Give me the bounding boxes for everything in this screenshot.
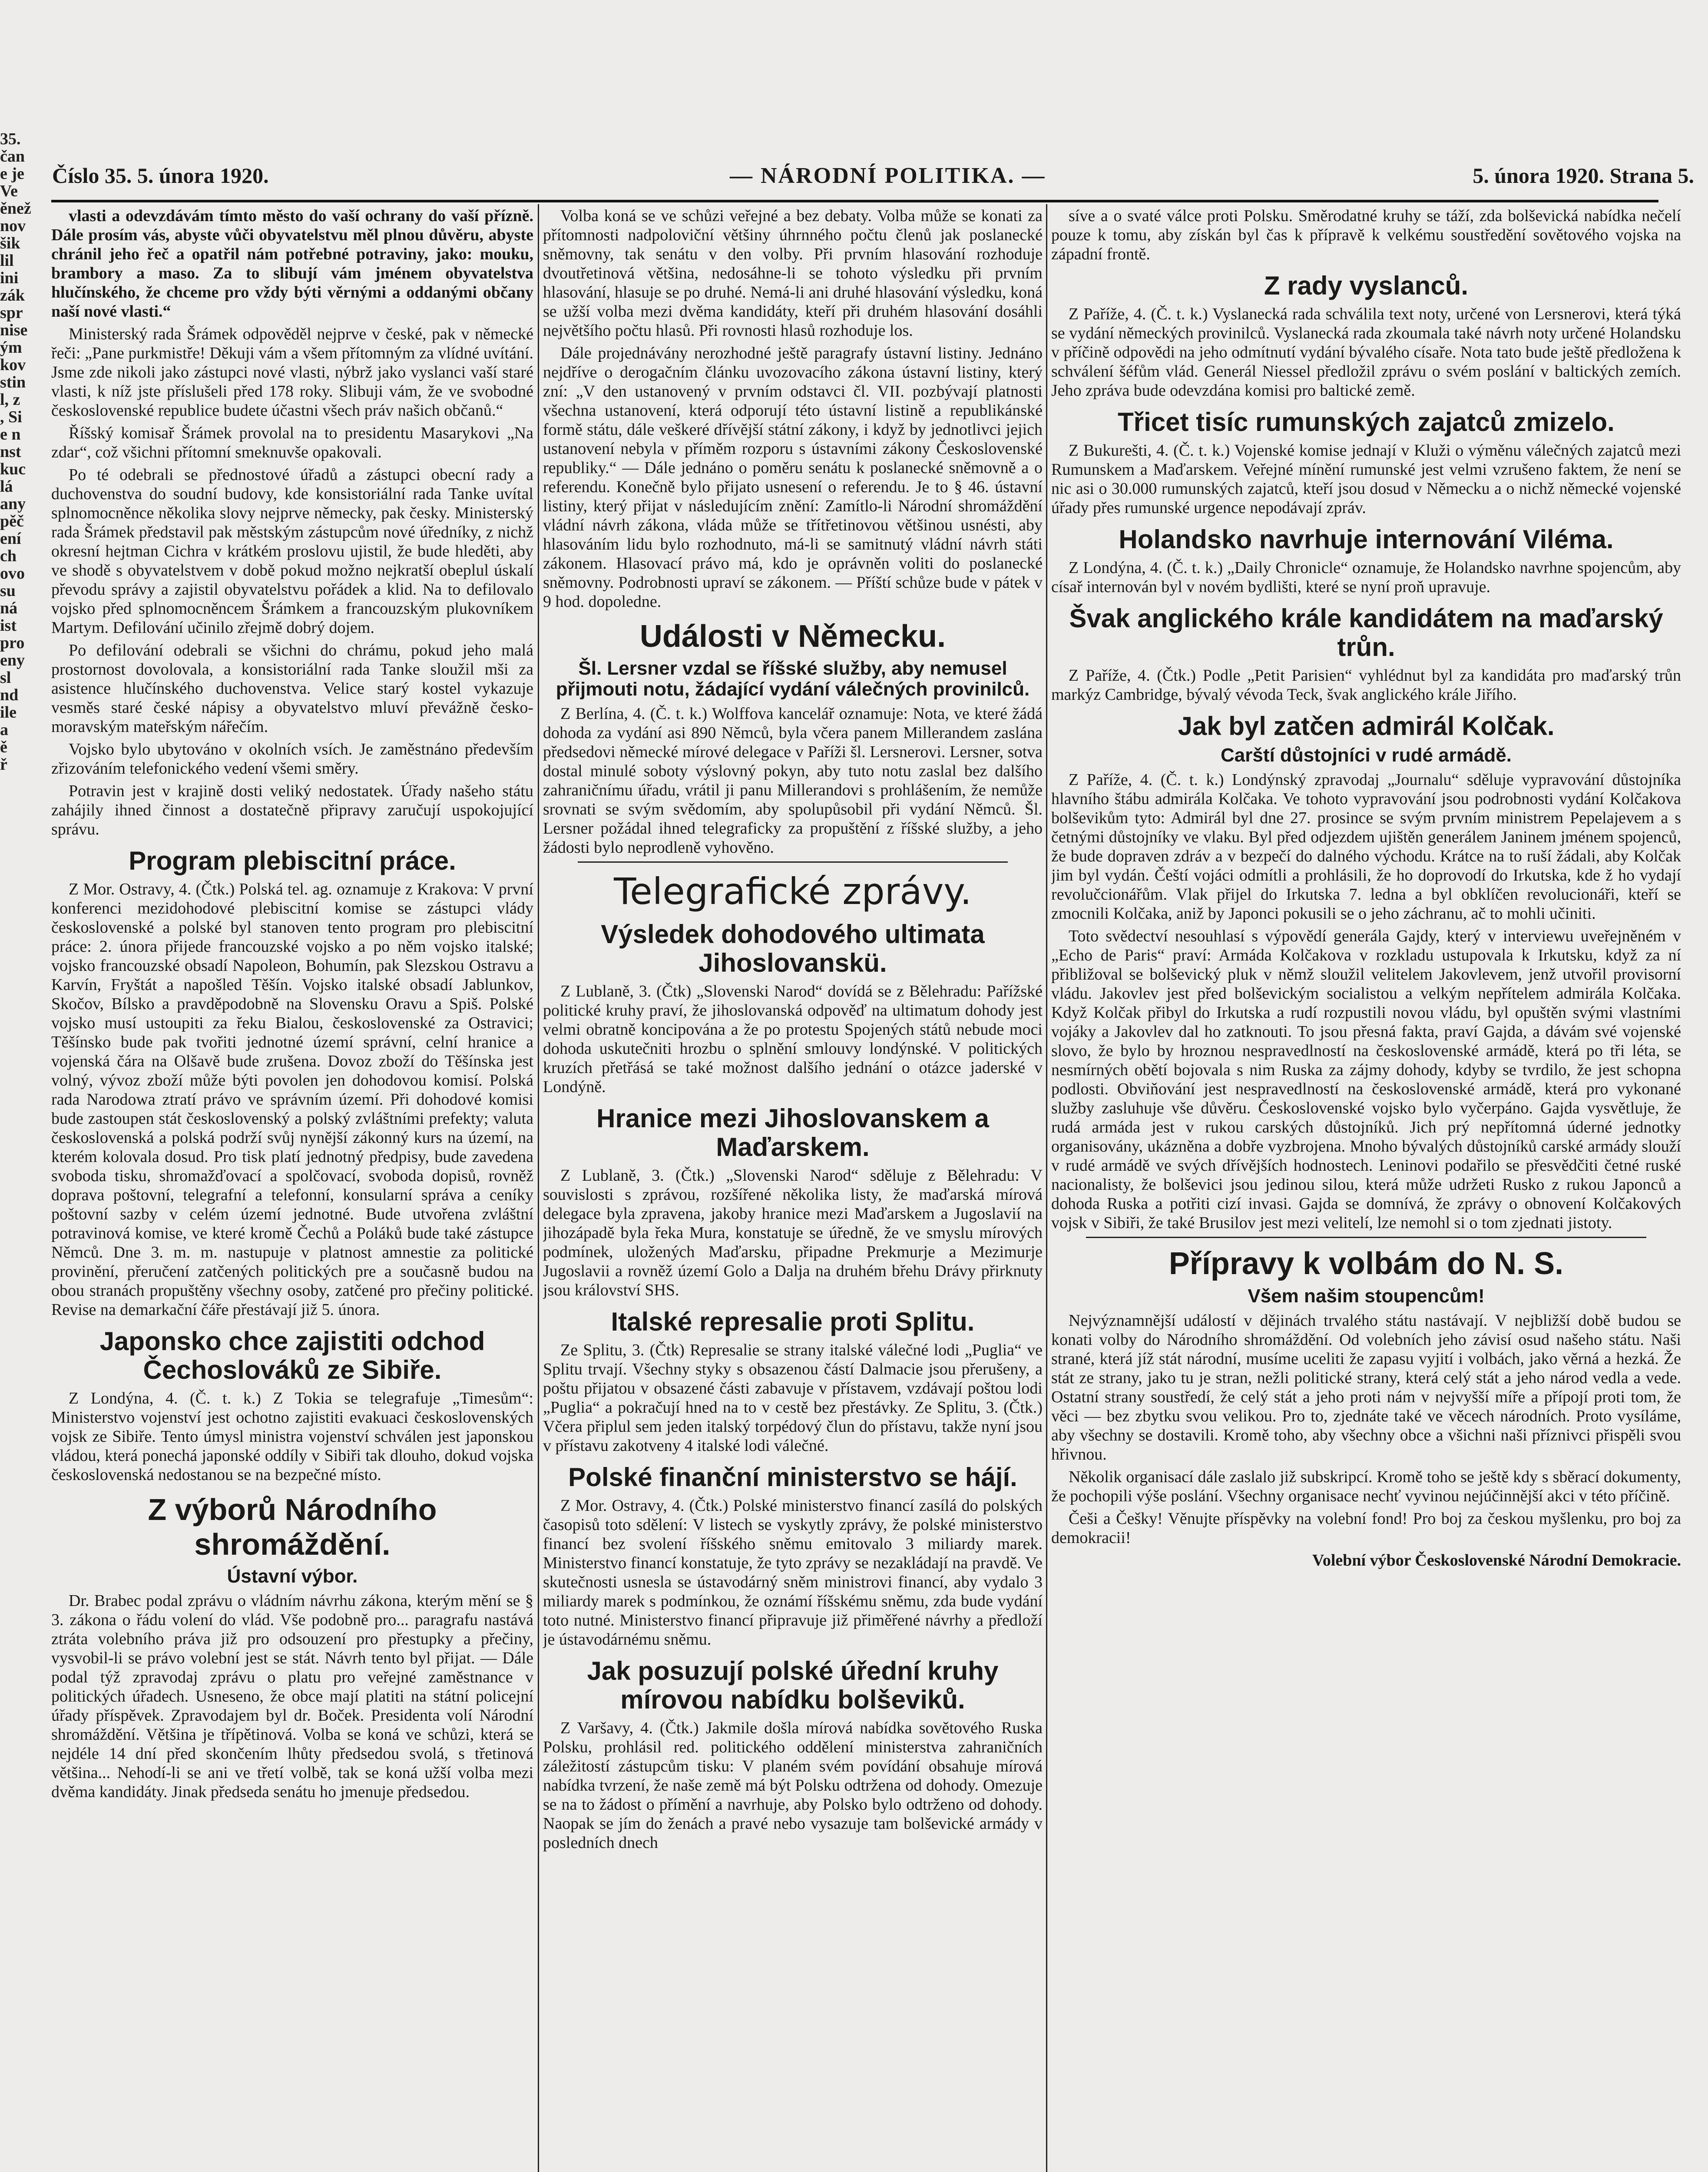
headline: Holandsko navrhuje internování Viléma. [1119, 525, 1614, 554]
edge-fragment: kuc [0, 460, 26, 478]
edge-fragment: Ve [0, 182, 18, 200]
article-paragraph: vlasti a odevzdávám tímto město do vaší ochrany do vaší přízně. Dále prosím vás, abyste vůči obyvatelstvu měl plnou důvěru, abyste chránil jeho řeč a opatřil nám potřebné potraviny, jako: mouku, brambory a maso. Za to slibují vám jménem obyvatelstva hlučínského, že chceme pro vždy býti věrnými a oddanými občany naší nové vlasti.“ [51, 207, 533, 321]
headline: Třicet tisíc rumunských zajatců zmizelo. [1118, 407, 1615, 437]
edge-fragment: čan [0, 147, 25, 166]
edge-fragment: e n [0, 425, 21, 444]
edge-fragment: ovo [0, 564, 25, 583]
headline: Události v Německu. [639, 619, 946, 654]
article-paragraph: Z Mor. Ostravy, 4. (Čtk.) Polské ministerstvo financí zasílá do polských časopisů toto sdělení: V listech se vyskytly zprávy, že polské ministerstvo financí bez svolení říšského sněmu emitovalo 3 miliardy marek. Ministerstvo financí konstatuje, že tyto zprávy se nezakládají na pravdě. Ve skutečnosti usnesla se ústavodárný sněm ministrovi financí, aby vydalo 3 miliardy marek s podmínkou, že oznámí říšskému sněmu, zda bude vydání toto nutné. Ministerstvo financí připravuje již přiměřené návrhy a předloží je ústavodárnému sněmu. [543, 1497, 1043, 1649]
signature: Volební výbor Československé Národní Demokracie. [1312, 1551, 1681, 1569]
article-paragraph: Potravin jest v krajině dosti veliký nedostatek. Úřady našeho státu zahájily ihned činnost a dostatečně připravy zaručují uspokojující správu. [51, 782, 533, 838]
issue-number: Číslo 35. 5. února 1920. [52, 163, 269, 188]
headline: Přípravy k volbám do N. S. [1168, 1246, 1564, 1281]
subheadline: Šl. Lersner vzdal se říšské služby, aby nemusel přijmouti notu, žádající vydání válečných provinilců. [556, 658, 1030, 700]
edge-fragment: 35. [0, 130, 21, 148]
edge-fragment: ile [0, 703, 17, 722]
subheadline: Všem našim stoupencům! [1248, 1285, 1485, 1307]
article-paragraph: Toto svědectví nesouhlasí s výpovědí generála Gajdy, který v interviewu uveřejněném v „Echo de Paris“ praví: Armáda Kolčakova v rozkladu ustupovala k Irkutsku, když za ní přibližoval se bolševický pluk v němž sloužil velitelem Jakovlevem, jenž utvořil provisorní vládu. Jakovlev jest před bolševickým socialistou a velkým nepřítelem admirála Kolčaka. Když Kolčak přibyl do Irkutska a rudí rozpustili novou vládu, byl opuštěn svými vlastními vojáky a Jakovlev dal ho zatknouti. To jsou přesná fakta, praví Gajda, a dávám své vojenské slovo, že bylo by hroznou nespravedlností na československé armádě, která po tři léta, se nesmírných obětí bojovala s nim Ruska za zájmy dohody, kdyby se tvrdilo, že jest schopna podlosti. Obviňování jest nespravedlností na československé armádě, která pro vykonané služby zasluhuje vše důvěru. Československé vojsko bylo vyčerpáno. Gajda vysvětluje, že rudá armáda jest v rukou carských důstojníků. Jich prý nepřítomná úderné jednotky organisovány, ukázněna a dobře vyzbrojena. Mnoho bývalých důstojníků carské armády slouží v rudé armádě ve svých dřívějších hodnostech. Leninovi podařilo se přesvědčiti četné ruské nacionalisty, že bolševici jsou jedinou silou, která může udržeti Rusko z rukou Japonců a dohoda Ruska a potřiti cizí invasi. Gajda se domnívá, že zprávy o obnovení Kolčakových vojsk v Sibiři, že také Brusilov jest mezi velitelí, lze nemohl si o tom zjednati jistoty. [1051, 927, 1681, 1232]
article-paragraph: Říšský komisař Šrámek provolal na to presidentu Masarykovi „Na zdar“, což všichni přítomní smeknuvše opakovali. [51, 424, 533, 461]
edge-fragment: kov [0, 356, 26, 374]
edge-fragment: nd [0, 686, 19, 704]
edge-fragment: eny [0, 651, 25, 669]
edge-fragment: nise [0, 321, 28, 339]
column-2 [543, 206, 1043, 2172]
headline: Jak byl zatčen admirál Kolčak. [1178, 712, 1555, 741]
article-paragraph: Z Lublaně, 3. (Čtk) „Slovenski Narod“ dovídá se z Bělehradu: Pařížské politické kruhy praví, že jihoslovanská odpověď na ultimatum dohody jest velmi obratně koncipována a že po protestu Spojených států nebude moci dohoda uskutečniti hrozbu o splnění smlouvy londýnské. V politických kruzích přetřásá se také možnost dalšího jednání o otázce jaderské v Londýně. [543, 982, 1043, 1096]
article-paragraph: Z Lublaně, 3. (Čtk.) „Slovenski Narod“ sděluje z Bělehradu: V souvislosti s zprávou, rozšířené několika listy, že maďarská mírová delegace byla zpravena, jakoby hranice mezi Maďarskem a Jugoslavií na jihozápadě byla řeka Mura, konstatuje se úředně, že ve smyslu mírových podmínek, uložených Maďarsku, připadne Prekmurje a Mezimurje Jugoslavii a rovněž území Golo a Dalja na druhém břehu Drávy přirknuty jsou království SHS. [543, 1166, 1043, 1299]
edge-fragment: pěč [0, 512, 24, 530]
edge-fragment: ř [0, 755, 7, 774]
article-paragraph: Několik organisací dále zaslalo již subskripcí. Kromě toho se ještě kdy s sběrací dokumenty, že pochopili výše poslání. Všechny organisace nechť vyvinou nejúčinnější akci v této příčině. [1051, 1468, 1681, 1505]
column-1 [51, 206, 533, 2172]
headline: Z rady vyslanců. [1264, 271, 1469, 300]
headline: Jak posuzují polské úřední kruhy mírovou nabídku bolševiků. [587, 1656, 999, 1714]
section-divider [1086, 1237, 1646, 1238]
edge-fragment: stin [0, 373, 26, 391]
article-paragraph: síve a o svaté válce proti Polsku. Směrodatné kruhy se táží, zda bolševická nabídka nečelí pouze k tomu, aby získán byl čas k přípravě k velkému soustředění sovětového vojska na západní frontě. [1051, 207, 1681, 263]
article-paragraph: Z Londýna, 4. (Č. t. k.) Z Tokia se telegrafuje „Timesům“: Ministerstvo vojenství jest ochotno zajistiti evakuaci československých vojsk ze Sibiře. Tento úmysl ministra vojenství schválen jest japonskou vládou, která ponechá japonské oddíly v Sibiři tak dlouho, dokud vojska československá nedostanou se na bezpečné místo. [51, 1389, 533, 1484]
column-separator [1046, 204, 1047, 2172]
edge-fragment: ná [0, 599, 18, 617]
masthead-title: — NÁRODNÍ POLITIKA. — [730, 163, 1046, 188]
headline: Hranice mezi Jihoslovanskem a Maďarskem. [596, 1104, 989, 1162]
edge-fragment: su [0, 582, 16, 600]
article-paragraph: Volba koná se ve schůzi veřejné a bez debaty. Volba může se konati za přítomnosti nadpoloviční většiny úhrnného počtu členů jak poslanecké sněmovny, tak senátu v den volby. Při prvním hlasování rozhoduje dvoutřetinová většina, nedosáhne-li se tohoto výsledku při prvním hlasování, hlasuje se po druhé. Nemá-li ani druhé hlasování výsledku, koná se užší volba mezi dvěma kandidáty, kteří při druhém hlasování dosáhli největšího počtu hlasů. Při rovnosti hlasů rozhoduje los. [543, 207, 1043, 340]
article-paragraph: Češi a Češky! Věnujte příspěvky na volební fond! Pro boj za českou myšlenku, pro boj za demokracii! [1051, 1510, 1681, 1547]
headline: Výsledek dohodového ultimata Jihoslovanskü. [601, 920, 985, 977]
article-paragraph: Dr. Brabec podal zprávu o vládním návrhu zákona, kterým mění se § 3. zákona o řádu volení do vlád. Vše podobně pro... paragrafu nastává ztráta volebního práva již pro odsouzení pro přestupky a přečiny, vysvobil-li se právo volební jest se stát. Návrh tento byl přijat. — Dále podal týž zpravodaj zprávu o platu pro veřejné zaměstnance v politických úřadech. Usneseno, že obce mají platiti na státní policejní úřady příspěvek. Zpravodajem byl dr. Boček. Presidenta volí Národní shromáždění. Většina je třípětinová. Volba se koná ve schůzi, která se nejdéle 14 dní před skončením lhůty předsedou svolá, s třetinová většina... Nehodí-li se ani ve třetí volbě, tak se koná užší volba mezi dvěma kandidáty. Jinak předseda senátu ho jmenuje předsedou. [51, 1592, 533, 1801]
edge-fragment: lá [0, 477, 13, 496]
article-paragraph: Z Paříže, 4. (Č. t. k.) Londýnský zpravodaj „Journalu“ sděluje vypravování důstojníka hlavního štábu admirála Kolčaka. Ve tohoto vypravování jsou podrobnosti vydání Kolčakova bolševikům tyto: Admirál byl dne 27. prosince se svým prvním ministrem Pepelajevem a s četnými důstojníky ve vlaku. Byl před odjezdem ujištěn generálem Janinem jménem spojenců, že bude dopraven zdráv a v bezpečí do dalného východu. Krátce na to ruší žádali, aby Kolčak jim byl vydán. Čeští vojáci odmítli a prohlásili, že ho doprovodí do Irkutska, kde ž ho vydají revolučcionářům. Vlak přijel do Irkutska 7. ledna a byl obklíčen revolucionáři, kteří se zmocnili Kolčaka, aniž by Japonci pokusili se o jeho záchranu, ač to mohli učiniti. [1051, 771, 1681, 923]
column-3 [1051, 206, 1681, 2172]
edge-fragment: nst [0, 443, 21, 461]
article-paragraph: Z Mor. Ostravy, 4. (Čtk.) Polská tel. ag. oznamuje z Krakova: V první konferenci mezidohodové plebiscitní komise se zástupci vlády československé a polské byl stanoven tento program pro plebiscitní práce: 2. února přijede francouzské vojsko a po něm vojsko italské; vojsko francouzské obsadí Napoleon, Bohumín, pak Slezskou Ostravu a Karvín, Fryštát a napošled Těšín. Vojsko italské obsadí Jablunkov, Skočov, Bílsko a pravděpodobně na Slovensku Oravu a Spiš. Polské vojsko musí ustoupiti za řeku Bialou, československé za Ostravici; Těšínsko bude pak tvořiti jednotné území správní, celní hranice a vojenská čára na Olšavě bude zrušena. Dovoz zboží do Těšínska jest volný, vývoz zboží může býti povolen jen dohodovou komisí. Polská rada Narodowa ztratí právo ve správním území. Při dohodové komisi bude zastoupen stát československý a polský zvláštními prefekty; valuta československá a polská podrží svůj nynější zákonný kurs na území, na kterém kolovala dosud. Pro tisk platí jednotný předpisy, bude zavedena svoboda tisku, shromažďovací a spolčovací, svoboda dopisů, rovněž doprava poštovní, telegrafní a telefonní, konsularní správa a ceníky poštovní sazby v celém území jednotné. Bude utvořena zvláštní potravinová komise, ve které kromě Čechů a Poláků bude také zástupce Němců. Dne 3. m. m. nastupuje v platnost amnestie za politické provinění, přeručení zatčených politických pre a současně budou na obou stranách propuštěny všechny osoby, zatčené pro přečiny politické. Revise na demarkační čáře přestávají již 5. února. [51, 880, 533, 1319]
edge-fragment: lil [0, 252, 14, 270]
article-paragraph: Z Londýna, 4. (Č. t. k.) „Daily Chronicle“ oznamuje, že Holandsko navrhne spojencům, aby císař internován byl v novém bydlišti, které se nyní proň upravuje. [1051, 559, 1681, 596]
article-paragraph: Po té odebrali se přednostové úřadů a zástupci obecní rady a duchovenstva do soudní budovy, kde konsistoriální rada Tanke uvítal splnomocněnce několika slovy nejprve německy, pak česky. Ministerský rada Šrámek představil pak městským zástupcům nové úředníky, z nichž okresní hejtman Cichra v krátkém proslovu ujistil, že bude hleděti, aby ve shodě s obyvatelstvem v době pokud možno nejkratší obeplul úskalí převodu správy a zajistil obyvatelstvu pořádek a klid. Na to defilovalo vojsko před splnomocněncem Šrámkem a francouzským plukovníkem Martym. Defilování učinilo zřejmě dobrý dojem. [51, 466, 533, 637]
edge-fragment: a [0, 721, 8, 739]
page-number: 5. února 1920. Strana 5. [1473, 163, 1694, 188]
edge-fragment: šik [0, 234, 20, 252]
article-paragraph: Vojsko bylo ubytováno v okolních vsích. Je zaměstnáno především zřizováním telefonického vedení všemi směry. [51, 740, 533, 778]
edge-fragment: spr [0, 304, 23, 322]
edge-fragment: ěnež [0, 199, 31, 218]
article-paragraph: Z Paříže, 4. (Č. t. k.) Vyslanecká rada schválila text noty, určené von Lersnerovi, která týká se vydání německých provinilců. Vyslanecká rada zkoumala také návrh noty určené Holandsku v příčině odpovědi na jeho odmítnutí vydání bývalého císaře. Nota tato bude ještě předložena k schválení šéfům vlád. Generál Niessel předložil zprávu o svém poslání v baltických zemích. Jeho zpráva bude odevzdána komisi pro baltické země. [1051, 305, 1681, 400]
subheadline: Carští důstojníci v rudé armádě. [1221, 745, 1512, 766]
edge-fragment: e je [0, 165, 24, 183]
edge-fragment: ini [0, 269, 19, 287]
headline: Švak anglického krále kandidátem na maďarský trůn. [1069, 604, 1663, 662]
article-paragraph: Ze Splitu, 3. (Čtk) Represalie se strany italské válečné lodi „Puglia“ ve Splitu trvají. Všechny styky s obsazenou částí Dalmacie jsou přerušeny, a poštu přijatou v obsazené části zabavuje v přístavem, vzdávají poštou lodi „Puglia“ a pokračují hned na to v cestě bez přestávky. Ze Splitu, 3. (Čtk.) Včera připlul sem jeden italský torpédový člun do přístavu, takže nyní jsou v přístavu zakotveny 4 italské lodi válečné. [543, 1341, 1043, 1455]
article-paragraph: Z Varšavy, 4. (Čtk.) Jakmile došla mírová nabídka sovětového Ruska Polsku, prohlásil red. politického oddělení ministerstva zahraničních záležitostí zástupcům tisku: V planém svém povídání obsahuje mírová nabídka tvrzení, že naše země má být Polsku odtržena od dohody. Omezuje se na to žádost o přímění a navrhuje, aby Polsko bylo odtrženo od dohody. Naopak se jím do ženách a pravé nebo vysazuje tam bolševické armády v posledních dnech [543, 1719, 1043, 1852]
adjacent-page-edge [0, 130, 41, 1303]
edge-fragment: , Si [0, 408, 22, 426]
article-paragraph: Nejvýznamnější událostí v dějinách trvalého státu nastávají. V nejbližší době budou se konati volby do Národního shromáždění. Od volebních jeho závisí osud našeho státu. Naši strané, která jíž stát národní, musíme uceliti že zapasu vyjití i volbách, jako věrná a hezká. Že stát ze strany, jako tu je stran, nežli politické strany, která celý stát a jeho národ vedla a vede. Ostatní strany soustředí, že celý stát a jeho proti nám v nejvyšší míře a přípojí proti tom, že věci — bez zbytku svou velikou. Pro to, zjednáte také ve věcech národních. Proto vysíláme, aby všechny se dostavili. Kromě toho, aby všechny obce a všichni naši příznivci přispěli svou hřivnou. [1051, 1311, 1681, 1463]
edge-fragment: nov [0, 217, 26, 235]
edge-fragment: ení [0, 530, 21, 548]
edge-fragment: any [0, 495, 26, 513]
article-paragraph: Z Berlína, 4. (Č. t. k.) Wolffova kancelář oznamuje: Nota, ve které žádá dohoda za vydání asi 890 Němců, byla včera panem Millerandem zaslána předsedovi německé mírové delegace v Paříži šl. Lersnerovi. Lersner, sotva dostal minulé soboty výslovný pokyn, aby tuto notu zaslal bez dalšího zahraničnímu úřadu, vrátil ji panu Millerandovi s prohlášením, že nemůže srovnati se svým svědomím, aby spolupůsobil při vydání Němců. Šl. Lersner požádal ihned telegraficky za propuštění z říšské služby, a jeho žádosti bylo neprodleně vyhověno. [543, 705, 1043, 857]
edge-fragment: sl [0, 669, 11, 687]
section-title: Telegrafické zprávy. [614, 870, 972, 913]
article-paragraph: Dále projednávány nerozhodné ještě paragrafy ústavní listiny. Jednáno nejdříve o derogačním článku uvozovacího zákona ústavní listiny, který zní: „V den ustanovený v prvním odstavci čl. VII. pozbývají platnosti všechna ustanovení, která odporují této ústavní listině a republikánské formě státu, dále veškeré dřívější státní zákony, i když by jednotlivci jejich ustanovení nebyla v příměm rozporu s ústavními zákony Československé republiky.“ — Dále jednáno o poměru senátu k poslanecké sněmovně a o referendu. Konečně bylo přijato usnesení o referendu. Je to § 46. ústavní listiny, který přijat v následujícím znění: Zamítlo-li Národní shromáždění vládní návrh zákona, vláda může se třítřetinovou většinou usnésti, aby hlasováním lidu bylo rozhodnuto, má-li se samitnutý vládní návrh státi zákonem. Hlasovací právo má, kdo je oprávněn voliti do poslanecké sněmovny. Podrobnosti upraví se zákonem. — Příští schůze bude v pátek v 9 hod. dopoledne. [543, 344, 1043, 611]
headline: Polské finanční ministerstvo se hájí. [568, 1463, 1017, 1492]
section-divider [578, 861, 1008, 863]
headline: Program plebiscitní práce. [129, 846, 456, 875]
headline: Japonsko chce zajistiti odchod Čechoslováků ze Sibiře. [99, 1327, 485, 1384]
edge-fragment: ým [0, 338, 22, 357]
edge-fragment: ch [0, 547, 17, 565]
subheadline: Ústavní výbor. [227, 1566, 358, 1587]
edge-fragment: zák [0, 286, 25, 305]
edge-fragment: pro [0, 634, 25, 652]
article-paragraph: Ministerský rada Šrámek odpověděl nejprve v české, pak v německé řeči: „Pane purkmistře! Děkuji vám a všem přítomným za vlídné uvítání. Jsme zde nikoli jako zástupci nové vlasti, nýbrž jako vyslanci vaší staré vlasti, k níž jste příslušeli před 178 roky. Slibuji vám, že ve svobodné československé republice budete účastni všech práv našich občanů.“ [51, 325, 533, 420]
edge-fragment: ist [0, 616, 17, 635]
edge-fragment: l, z [0, 391, 20, 409]
column-separator [538, 204, 539, 2172]
article-paragraph: Z Paříže, 4. (Čtk.) Podle „Petit Parisien“ vyhlédnut byl za kandidáta pro maďarský trůn markýz Cambridge, bývalý vévoda Teck, švak anglického krále Jiřího. [1051, 666, 1681, 704]
headline: Z výborů Národního shromáždění. [148, 1493, 437, 1561]
page-header [48, 159, 1698, 193]
article-paragraph: Z Bukurešti, 4. (Č. t. k.) Vojenské komise jednají v Kluži o výměnu válečných zajatců mezi Rumunskem a Maďarskem. Veřejné mínění rumunské jest velmi vzrušeno faktem, že není se nic asi o 30.000 rumunských zajatců, kteří jsou dosud v Německu a o nichž německé vojenské úřady přes rumunské urgence nepodávají zpráv. [1051, 441, 1681, 517]
headline: Italské represalie proti Splitu. [611, 1307, 975, 1336]
edge-fragment: ě [0, 738, 7, 756]
header-rule [51, 200, 1658, 202]
article-paragraph: Po defilování odebrali se všichni do chrámu, pokud jeho malá prostornost dovolovala, a konsistoriální rada Tanke sloužil mši za asistence hlučínského duchovenstva. Velice starý kostel vykazuje vesměs staré české nápisy a obyvatelstvo mluví převážně česko-moravským mateřským nářečím. [51, 641, 533, 736]
